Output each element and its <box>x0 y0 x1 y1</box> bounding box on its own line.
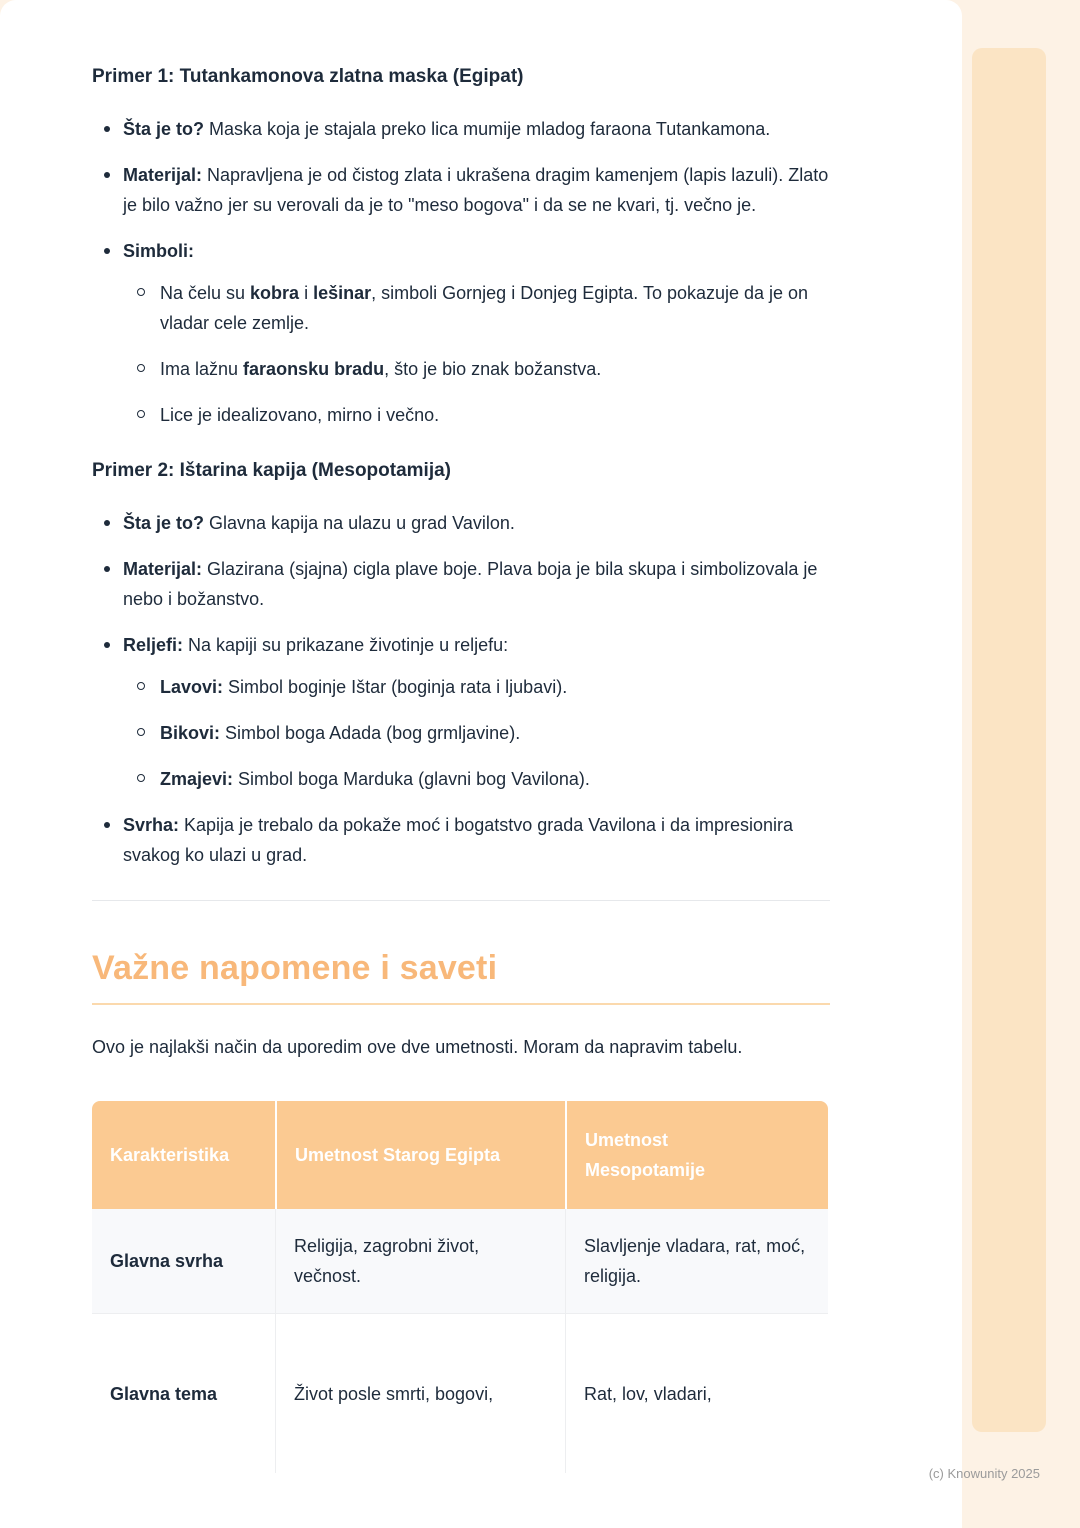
table-cell: Rat, lov, vladari, <box>565 1313 828 1473</box>
scrollbar-thumb[interactable] <box>972 48 1046 1432</box>
sub-list-item-text: Bikovi: Simbol boga Adada (bog grmljavine). <box>160 723 521 743</box>
table-head <box>92 1101 828 1209</box>
sub-list-item <box>125 718 830 748</box>
sub-list-item <box>125 400 830 430</box>
table-row <box>92 1313 828 1473</box>
table-cell: Glavna tema <box>92 1313 275 1473</box>
list-item-text: Materijal: Napravljena je od čistog zlata i ukrašena dragim kamenjem (lapis lazuli). Zlato je bilo važno jer su verovali da je to "meso bogova" i da se ne kvari, tj. večno je. <box>123 165 829 215</box>
sub-bullet-list <box>123 672 830 794</box>
table-header-row <box>92 1101 828 1209</box>
list-item <box>92 114 830 144</box>
list-item-text: Svrha: Kapija je trebalo da pokaže moć i bogatstvo grada Vavilona i da impresionira svakog ko ulazi u grad. <box>123 815 794 865</box>
table-header-label: Umetnost Starog Egipta <box>295 1145 501 1165</box>
bullet-list <box>92 114 830 430</box>
list-item <box>92 160 830 220</box>
list-item <box>92 554 830 614</box>
sub-list-item-text: Zmajevi: Simbol boga Marduka (glavni bog Vavilona). <box>160 769 590 789</box>
list-item-text: Materijal: Glazirana (sjajna) cigla plave boje. Plava boja je bila skupa i simbolizovala je nebo i božanstvo. <box>123 559 818 609</box>
sub-list-item <box>125 672 830 702</box>
sub-list-item <box>125 764 830 794</box>
table-header-cell <box>275 1101 565 1209</box>
sub-list-item <box>125 354 830 384</box>
section-divider <box>92 900 830 901</box>
notes-heading: Važne napomene i saveti <box>92 949 498 987</box>
list-item-text: Šta je to? Maska koja je stajala preko lica mumije mladog faraona Tutankamona. <box>123 119 771 139</box>
table-body <box>92 1209 828 1473</box>
bullet-list <box>92 508 830 870</box>
list-item-text: Šta je to? Glavna kapija na ulazu u grad Vavilon. <box>123 513 515 533</box>
sub-list-item <box>125 278 830 338</box>
sub-list-item-text: Ima lažnu faraonsku bradu, što je bio znak božanstva. <box>160 359 602 379</box>
sub-list-item-text: Lice je idealizovano, mirno i večno. <box>160 405 440 425</box>
list-item-text: Simboli: <box>123 241 194 261</box>
table-header-label: Karakteristika <box>110 1145 230 1165</box>
section-heading: Primer 1: Tutankamonova zlatna maska (Egipat) <box>92 66 524 87</box>
table-cell: Slavljenje vladara, rat, moć, religija. <box>565 1209 828 1313</box>
sub-bullet-list <box>123 278 830 430</box>
comparison-table <box>92 1101 828 1473</box>
list-item <box>92 508 830 538</box>
knowunity-watermark: (c) Knowunity 2025 <box>928 1466 1040 1481</box>
sub-list-item-text: Na čelu su kobra i lešinar, simboli Gornjeg i Donjeg Egipta. To pokazuje da je on vladar cele zemlje. <box>160 283 809 333</box>
accent-rule <box>92 1003 830 1005</box>
table-row <box>92 1209 828 1313</box>
list-item <box>92 236 830 430</box>
table-header-cell <box>92 1101 275 1209</box>
table-cell: Religija, zagrobni život, večnost. <box>275 1209 565 1313</box>
notes-intro: Ovo je najlakši način da uporedim ove dve umetnosti. Moram da napravim tabelu. <box>92 1037 743 1057</box>
table-header-label: Umetnost Mesopotamije <box>585 1130 706 1180</box>
table-header-cell <box>565 1101 828 1209</box>
sub-list-item-text: Lavovi: Simbol boginje Ištar (boginja rata i ljubavi). <box>160 677 568 697</box>
page-content <box>92 62 830 1473</box>
list-item-text: Reljefi: Na kapiji su prikazane životinje u reljefu: <box>123 635 509 655</box>
section-primer-2 <box>92 456 830 870</box>
list-item <box>92 630 830 794</box>
list-item <box>92 810 830 870</box>
section-primer-1 <box>92 62 830 430</box>
table-cell: Glavna svrha <box>92 1209 275 1313</box>
section-heading: Primer 2: Ištarina kapija (Mesopotamija) <box>92 460 452 481</box>
table-cell: Život posle smrti, bogovi, <box>275 1313 565 1473</box>
